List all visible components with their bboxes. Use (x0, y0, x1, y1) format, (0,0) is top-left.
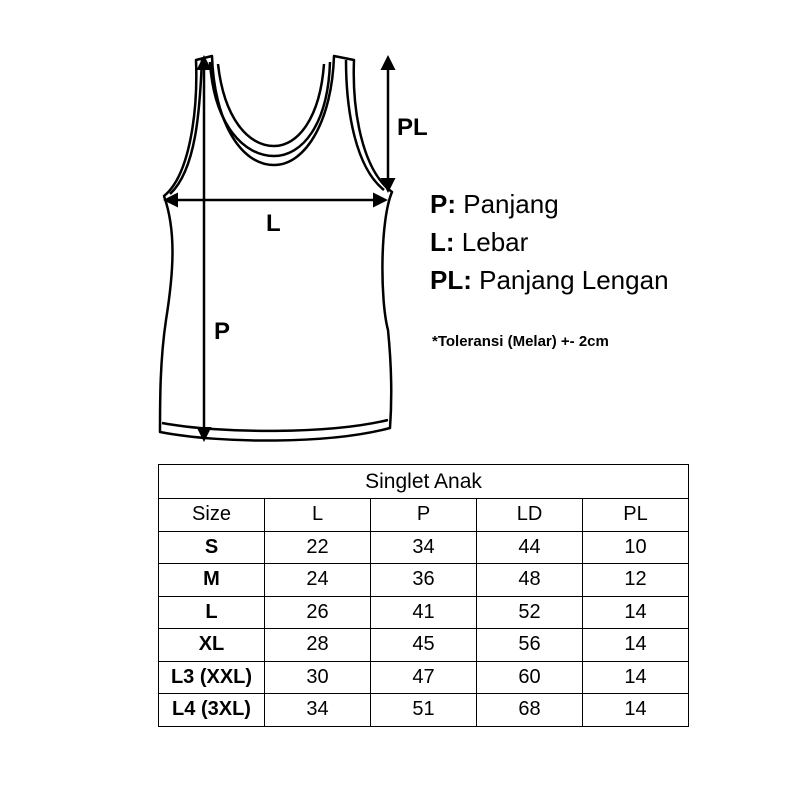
table-row (159, 694, 689, 727)
table-row (159, 661, 689, 694)
value-cell-ld: 44 (477, 531, 583, 564)
legend-text: Panjang (463, 189, 559, 219)
value-cell-ld: 60 (477, 661, 583, 694)
value-cell-p: 36 (371, 564, 477, 597)
table-title: Singlet Anak (159, 465, 689, 499)
pl-measure-label: PL (397, 114, 428, 141)
size-cell: L3 (XXL) (159, 661, 265, 694)
column-header-size: Size (159, 499, 265, 532)
table-header-row (159, 499, 689, 532)
table-title-row (159, 465, 689, 499)
size-cell: XL (159, 629, 265, 662)
legend-text: Lebar (461, 227, 529, 257)
column-header-l: L (265, 499, 371, 532)
value-cell-ld: 68 (477, 694, 583, 727)
column-header-ld: LD (477, 499, 583, 532)
legend-key: P: (430, 189, 456, 219)
size-cell: L (159, 596, 265, 629)
legend-item-panjang-lengan (430, 261, 790, 299)
value-cell-p: 51 (371, 694, 477, 727)
value-cell-p: 41 (371, 596, 477, 629)
table-row (159, 564, 689, 597)
value-cell-ld: 48 (477, 564, 583, 597)
size-table (158, 464, 689, 727)
value-cell-p: 34 (371, 531, 477, 564)
size-cell: M (159, 564, 265, 597)
legend-key: PL: (430, 265, 472, 295)
value-cell-ld: 52 (477, 596, 583, 629)
size-cell: L4 (3XL) (159, 694, 265, 727)
column-header-pl: PL (583, 499, 689, 532)
measurement-legend (430, 185, 790, 299)
value-cell-l: 26 (265, 596, 371, 629)
value-cell-p: 45 (371, 629, 477, 662)
tolerance-note: *Toleransi (Melar) +- 2cm (432, 333, 609, 350)
legend-key: L: (430, 227, 455, 257)
legend-item-lebar (430, 223, 790, 261)
legend-text: Panjang Lengan (479, 265, 669, 295)
value-cell-pl: 10 (583, 531, 689, 564)
value-cell-l: 22 (265, 531, 371, 564)
value-cell-l: 28 (265, 629, 371, 662)
value-cell-pl: 14 (583, 694, 689, 727)
table-row (159, 531, 689, 564)
value-cell-ld: 56 (477, 629, 583, 662)
value-cell-pl: 14 (583, 596, 689, 629)
table-row (159, 596, 689, 629)
value-cell-l: 24 (265, 564, 371, 597)
value-cell-l: 30 (265, 661, 371, 694)
l-measure-label: L (266, 210, 281, 237)
table-row (159, 629, 689, 662)
value-cell-pl: 14 (583, 661, 689, 694)
value-cell-pl: 12 (583, 564, 689, 597)
value-cell-l: 34 (265, 694, 371, 727)
singlet-outline (160, 56, 392, 441)
p-measure-label: P (214, 318, 231, 345)
size-cell: S (159, 531, 265, 564)
legend-item-panjang (430, 185, 790, 223)
column-header-p: P (371, 499, 477, 532)
value-cell-p: 47 (371, 661, 477, 694)
value-cell-pl: 14 (583, 629, 689, 662)
